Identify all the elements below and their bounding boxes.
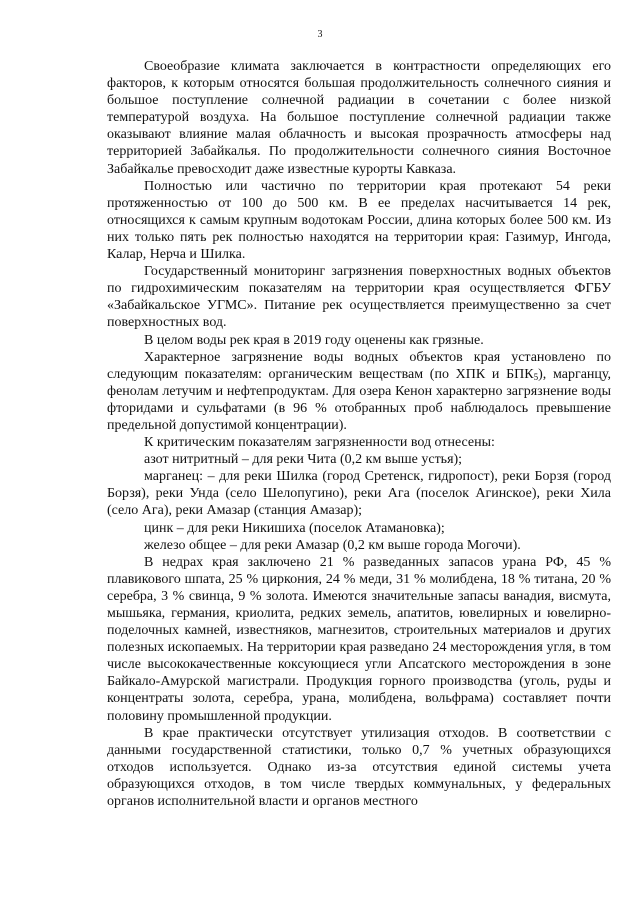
paragraph-waste: В крае практически отсутствует утилизация отходов. В соответствии с данными государственной статистики, только 0,7 % учетных образующихся отходов используется. Однако из-за отсутствия единой системы учета образующихся отходов, в том числе твердых коммунальных, у федеральных органов исполнительной власти и органов местного: [107, 725, 611, 810]
paragraph-critical-intro: К критическим показателям загрязненности вод отнесены:: [144, 435, 495, 451]
list-item-iron: железо общее – для реки Амазар (0,2 км выше города Могочи).: [144, 537, 521, 553]
paragraph-pollution: [107, 349, 611, 434]
paragraph-water-assessment: В целом воды рек края в 2019 году оценены как грязные.: [144, 332, 484, 348]
list-item-nitrite: азот нитритный – для реки Чита (0,2 км выше устья);: [144, 452, 463, 468]
paragraph-monitoring: Государственный мониторинг загрязнения поверхностных водных объектов по гидрохимическим показателям на территории края осуществляется ФГБУ «Забайкальское УГМС». Питание рек осуществляется преимущественно за счет поверхностных вод.: [107, 264, 611, 331]
paragraph-climate: Своеобразие климата заключается в контрастности определяющих его факторов, к которым относятся большая продолжительность солнечного сияния и большое поступление солнечной радиации в сочетании с более низкой температурой воздуха. На большое поступление солнечной радиации также оказывают влияние малая облачность и высокая прозрачность атмосферы над территорией Забайкалья. По продолжительности солнечного сияния Восточное Забайкалье превосходит даже известные курорты Кавказа.: [107, 59, 611, 177]
document-body: [107, 58, 611, 810]
bpk-subscript: 5: [533, 371, 539, 382]
paragraph-minerals: В недрах края заключено 21 % разведанных запасов урана РФ, 45 % плавикового шпата, 25 % циркония, 24 % меди, 31 % молибдена, 18 % титана, 20 % серебра, 3 % свинца, 9 % золота. Имеются значительные запасы ванадия, висмута, мышьяка, германия, криолита, редких земель, апатитов, ювелирных и ювелирно-поделочных камней, известняков, магнезитов, строительных материалов и других полезных ископаемых. На территории края разведано 24 месторождения угля, в том числе высококачественные коксующиеся угли Апсатского месторождения в зоне Байкало-Амурской магистрали. Продукция горного производства (уголь, руды и концентраты золота, серебра, урана, молибдена, вольфрама) составляет почти половину промышленной продукции.: [107, 554, 611, 724]
pollution-text-start: Характерное загрязнение воды водных объектов края установлено по следующим показателям: органическим веществам (по ХПК и БПК: [107, 349, 611, 382]
paragraph-rivers: Полностью или частично по территории края протекают 54 реки протяженностью от 100 до 500 км. В ее пределах насчитывается 14 рек, относящихся к самым крупным водотокам России, длина которых более 500 км. Из них только пять рек полностью находятся на территории края: Газимур, Ингода, Калар, Нерча и Шилка.: [107, 178, 611, 263]
page-number: 3: [317, 29, 323, 40]
list-item-manganese: марганец: – для реки Шилка (город Сретенск, гидропост), реки Борзя (город Борзя), реки Унда (село Шелопугино), реки Ага (поселок Агинское), реки Хила (село Ага), реки Амазар (станция Амазар);: [107, 469, 611, 519]
list-item-zinc: цинк – для реки Никишиха (поселок Атамановка);: [144, 520, 445, 536]
pollution-text-end: ), марганцу, фенолам летучим и нефтепродуктам. Для озера Кенон характерно загрязнение воды фторидами и сульфатами (в 96 % отобранных проб наблюдалось превышение предельной допустимой концентрации).: [107, 366, 611, 433]
